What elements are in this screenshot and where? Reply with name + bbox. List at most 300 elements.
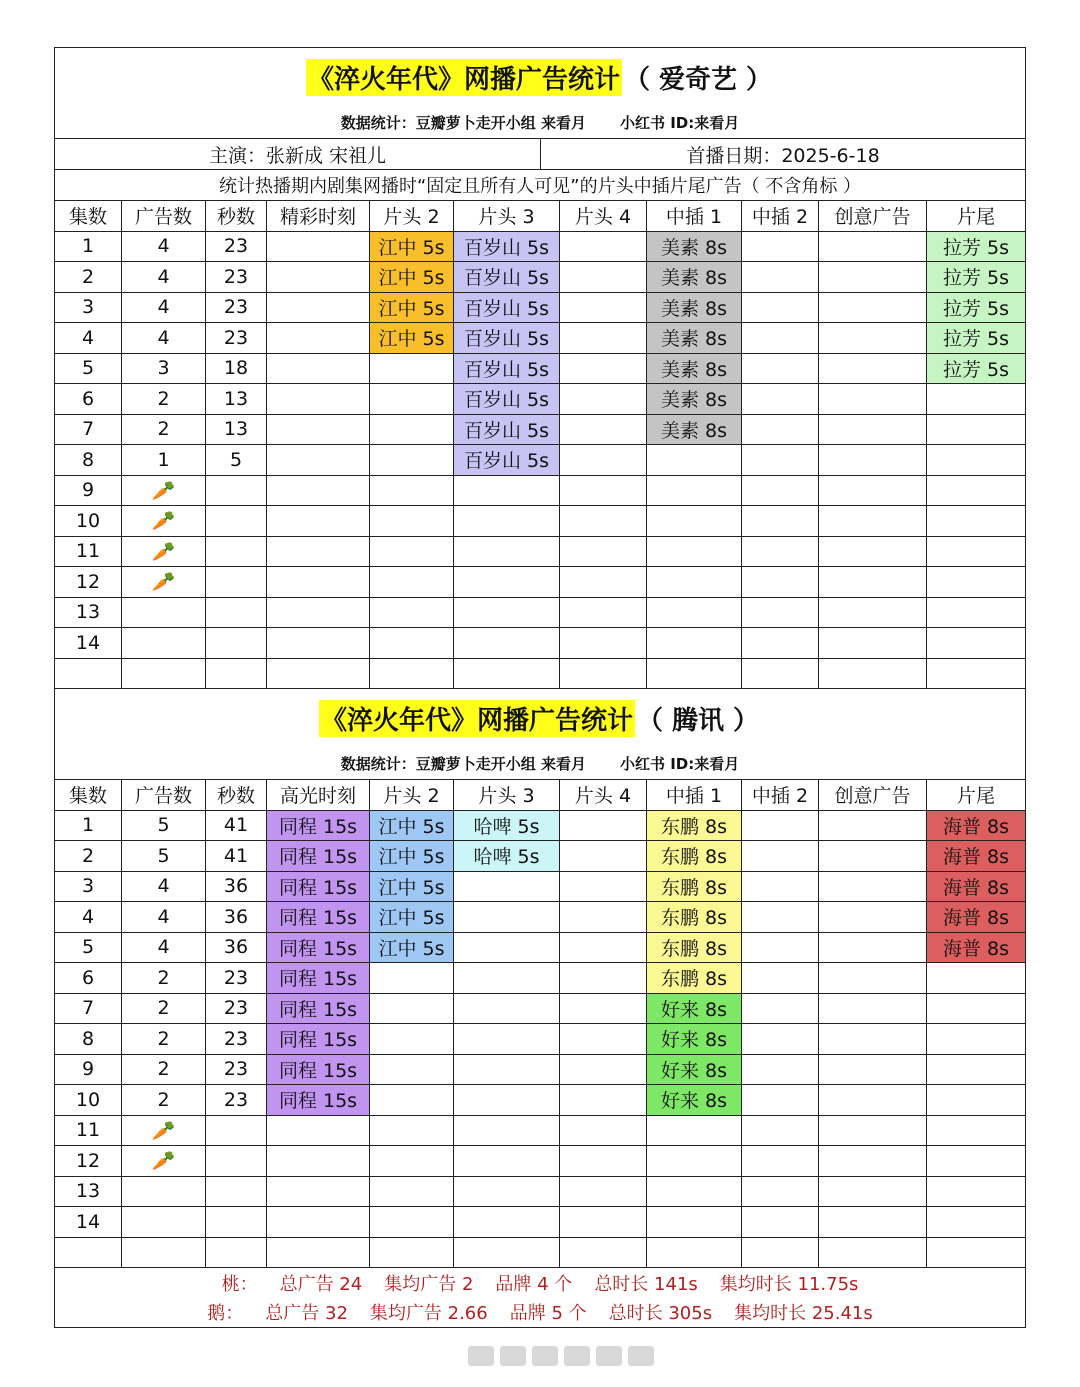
tencent-table-cell — [559, 963, 646, 993]
ad-brand-chip: 拉芳 5s — [927, 262, 1025, 292]
iqiyi-table-cell — [559, 415, 646, 445]
iqiyi-table-cell — [818, 415, 926, 445]
iqiyi-table-cell: 🥕 — [121, 537, 205, 567]
ad-brand-chip: 好来 8s — [647, 1085, 741, 1115]
summary-1-duration: 总时长 141s — [594, 1273, 698, 1295]
tencent-table-cell — [266, 1055, 369, 1085]
tencent-table-cell — [453, 1238, 559, 1268]
ad-brand-chip: 江中 5s — [370, 933, 453, 963]
tencent-header-row — [55, 779, 1025, 810]
tencent-table-cell — [369, 1238, 453, 1268]
iqiyi-table-cell — [926, 476, 1025, 506]
tencent-table-cell: 2 — [121, 963, 205, 993]
tencent-table-cell — [646, 872, 741, 902]
tencent-table-cell — [453, 963, 559, 993]
tencent-table-cell: 41 — [205, 811, 266, 841]
iqiyi-table-cell: 2 — [81, 265, 95, 288]
tencent-table-cell — [369, 1177, 453, 1207]
summary-2-duration: 总时长 305s — [608, 1303, 713, 1324]
cast-cell: 主演：张新成 宋祖儿 — [208, 144, 387, 167]
iqiyi-table-row — [55, 383, 1025, 414]
tencent-table-cell — [741, 1116, 818, 1146]
tencent-table-cell: 23 — [205, 1085, 266, 1115]
iqiyi-table-cell — [205, 628, 266, 658]
tencent-table-row — [55, 840, 1025, 871]
iqiyi-table-cell — [369, 628, 453, 658]
tencent-table-cell — [741, 1177, 818, 1207]
tencent-table — [55, 779, 1025, 1267]
iqiyi-table-cell — [266, 628, 369, 658]
iqiyi-table-cell — [646, 415, 741, 445]
tencent-table-cell — [926, 933, 1025, 963]
ad-brand-chip: 海普 8s — [927, 841, 1025, 871]
tencent-header-cell: 集数 — [68, 785, 107, 808]
tencent-table-cell — [453, 902, 559, 932]
ad-brand-chip: 好来 8s — [647, 994, 741, 1024]
ad-brand-chip: 美素 8s — [647, 262, 741, 292]
iqiyi-table-cell — [266, 476, 369, 506]
tencent-table-cell: 36 — [205, 872, 266, 902]
iqiyi-table-cell — [266, 354, 369, 384]
iqiyi-table-cell — [453, 415, 559, 445]
tencent-table-cell — [369, 1055, 453, 1085]
summary-1-avg-duration: 集均时长 11.75s — [719, 1273, 859, 1295]
iqiyi-header-cell: 创意广告 — [818, 201, 926, 231]
tencent-table-cell — [926, 811, 1025, 841]
ad-brand-chip: 美素 8s — [647, 232, 741, 262]
iqiyi-table-cell — [741, 232, 818, 262]
tencent-table-cell — [741, 1024, 818, 1054]
iqiyi-table-cell — [266, 262, 369, 292]
iqiyi-table-cell: 7 — [81, 418, 95, 441]
tencent-table-cell — [741, 1207, 818, 1237]
tencent-table-cell — [926, 1177, 1025, 1207]
tencent-table-cell — [646, 1116, 741, 1146]
iqiyi-header-cell: 片头 2 — [369, 201, 453, 231]
iqiyi-table-cell: 13 — [205, 384, 266, 414]
tencent-table-cell — [818, 1177, 926, 1207]
iqiyi-table-cell — [818, 628, 926, 658]
ad-brand-chip: 东鹏 8s — [647, 811, 741, 841]
iqiyi-table-cell — [818, 384, 926, 414]
iqiyi-table-cell: 10 — [75, 509, 101, 532]
iqiyi-table-cell — [453, 384, 559, 414]
tencent-table-cell — [818, 811, 926, 841]
tencent-table-cell — [453, 811, 559, 841]
tencent-table-cell — [741, 841, 818, 871]
iqiyi-header-cell: 片头 4 — [559, 201, 646, 231]
ad-brand-chip: 同程 15s — [267, 933, 369, 963]
tencent-table-cell — [559, 902, 646, 932]
tencent-table-cell: 5 — [121, 811, 205, 841]
tencent-table-cell — [55, 1238, 121, 1268]
tencent-table-cell — [926, 1085, 1025, 1115]
ad-brand-chip: 海普 8s — [927, 902, 1025, 932]
ad-brand-chip: 东鹏 8s — [647, 841, 741, 871]
tencent-table-cell: 2 — [81, 844, 95, 867]
ad-brand-chip: 百岁山 5s — [454, 415, 559, 445]
tencent-table-cell — [205, 1116, 266, 1146]
iqiyi-table-cell — [741, 598, 818, 628]
iqiyi-table-cell: 9 — [81, 479, 95, 502]
iqiyi-table-row — [55, 536, 1025, 567]
iqiyi-table-cell — [559, 567, 646, 597]
iqiyi-table-cell — [559, 232, 646, 262]
tencent-table-cell — [926, 1024, 1025, 1054]
iqiyi-table-cell — [926, 323, 1025, 353]
tencent-table-cell — [559, 1085, 646, 1115]
iqiyi-table-cell — [369, 537, 453, 567]
iqiyi-table-cell: 8 — [81, 448, 95, 471]
iqiyi-header-cell: 秒数 — [205, 201, 266, 231]
iqiyi-table-cell — [266, 232, 369, 262]
tencent-table-cell — [559, 841, 646, 871]
tencent-table-cell — [818, 963, 926, 993]
tencent-table-cell — [926, 1238, 1025, 1268]
iqiyi-table-cell — [926, 598, 1025, 628]
tencent-header-cell: 片头 3 — [453, 780, 559, 810]
ad-brand-chip: 江中 5s — [370, 872, 453, 902]
tencent-table-cell — [646, 1177, 741, 1207]
tencent-table-cell — [266, 933, 369, 963]
tencent-table-cell — [646, 1238, 741, 1268]
ad-brand-chip: 江中 5s — [370, 262, 453, 292]
image-indicator — [468, 1346, 654, 1366]
tencent-header-cell: 中插 2 — [741, 780, 818, 810]
iqiyi-table-row — [55, 475, 1025, 506]
tencent-table-cell — [818, 1116, 926, 1146]
iqiyi-table-cell — [559, 293, 646, 323]
ad-brand-chip: 同程 15s — [267, 1055, 369, 1085]
ad-brand-chip: 同程 15s — [267, 811, 369, 841]
tencent-table-cell — [369, 933, 453, 963]
tencent-header-cell: 秒数 — [205, 780, 266, 810]
tencent-table-cell — [741, 1146, 818, 1176]
iqiyi-table-cell — [559, 537, 646, 567]
iqiyi-table-cell: 23 — [205, 262, 266, 292]
iqiyi-table-cell — [646, 232, 741, 262]
iqiyi-table-cell — [646, 384, 741, 414]
tencent-table-cell — [369, 841, 453, 871]
tencent-table-cell — [646, 1055, 741, 1085]
tencent-table-cell — [453, 872, 559, 902]
tencent-table-cell — [369, 1116, 453, 1146]
tencent-table-cell — [818, 994, 926, 1024]
tencent-table-row — [55, 1115, 1025, 1146]
iqiyi-table-cell: 13 — [205, 415, 266, 445]
tencent-table-cell — [741, 1085, 818, 1115]
tencent-table-cell — [741, 1238, 818, 1268]
tencent-table-cell — [741, 933, 818, 963]
iqiyi-table-cell — [926, 537, 1025, 567]
iqiyi-table-row — [55, 658, 1025, 689]
iqiyi-table-row — [55, 414, 1025, 445]
tencent-table-cell — [453, 1085, 559, 1115]
iqiyi-table-row — [55, 597, 1025, 628]
iqiyi-table-cell: 3 — [81, 296, 95, 319]
tencent-table-cell — [559, 994, 646, 1024]
tencent-table-row — [55, 901, 1025, 932]
tencent-table-cell: 23 — [205, 1024, 266, 1054]
tencent-table-cell: 3 — [81, 875, 95, 898]
iqiyi-table-cell: 1 — [121, 445, 205, 475]
ad-brand-chip: 美素 8s — [647, 323, 741, 353]
ad-brand-chip: 海普 8s — [927, 811, 1025, 841]
tencent-table-cell — [818, 1055, 926, 1085]
iqiyi-table-cell — [818, 659, 926, 689]
tencent-title-platform: （ 腾讯 ） — [636, 706, 760, 736]
iqiyi-table-cell — [646, 567, 741, 597]
iqiyi-table-cell — [266, 323, 369, 353]
iqiyi-table-cell — [926, 445, 1025, 475]
iqiyi-table-cell — [559, 323, 646, 353]
iqiyi-table-cell — [369, 415, 453, 445]
iqiyi-table-cell — [559, 659, 646, 689]
iqiyi-table-row — [55, 322, 1025, 353]
iqiyi-table-cell: 4 — [81, 326, 95, 349]
iqiyi-header-cell: 中插 1 — [646, 201, 741, 231]
tencent-table-cell — [741, 1055, 818, 1085]
tencent-table-cell — [266, 994, 369, 1024]
iqiyi-table-cell — [646, 598, 741, 628]
iqiyi-title-platform: （ 爱奇艺 ） — [623, 65, 773, 95]
iqiyi-table-cell — [369, 384, 453, 414]
iqiyi-table-cell — [926, 293, 1025, 323]
ad-brand-chip: 百岁山 5s — [454, 262, 559, 292]
iqiyi-table-cell — [453, 445, 559, 475]
tencent-table-row — [55, 1023, 1025, 1054]
tencent-header-cell: 高光时刻 — [266, 780, 369, 810]
iqiyi-header-cell: 片头 3 — [453, 201, 559, 231]
tencent-header-cell: 创意广告 — [818, 780, 926, 810]
iqiyi-table-cell — [646, 628, 741, 658]
iqiyi-table-cell: 12 — [75, 570, 101, 593]
iqiyi-table-cell — [266, 415, 369, 445]
iqiyi-table-cell — [453, 323, 559, 353]
tencent-table-cell — [818, 872, 926, 902]
tencent-table-cell — [741, 963, 818, 993]
iqiyi-table-cell: 3 — [121, 354, 205, 384]
iqiyi-table-cell — [559, 262, 646, 292]
iqiyi-table-cell — [818, 598, 926, 628]
iqiyi-table-cell — [205, 598, 266, 628]
tencent-table-cell — [369, 872, 453, 902]
iqiyi-table-cell — [266, 537, 369, 567]
tencent-table-cell: 4 — [121, 872, 205, 902]
iqiyi-header-cell: 中插 2 — [741, 201, 818, 231]
iqiyi-table-cell — [453, 293, 559, 323]
tencent-table-cell: 2 — [121, 1024, 205, 1054]
summary-2-label: 鹅： — [207, 1303, 244, 1324]
tencent-table-cell — [369, 994, 453, 1024]
iqiyi-table-cell — [646, 659, 741, 689]
ad-brand-chip: 百岁山 5s — [454, 445, 559, 475]
ad-brand-chip: 海普 8s — [927, 933, 1025, 963]
tencent-table-cell — [926, 872, 1025, 902]
ad-brand-chip: 江中 5s — [370, 293, 453, 323]
iqiyi-credits-group: 数据统计：豆瓣萝卜走开小组 来看月 — [340, 114, 586, 132]
iqiyi-table-cell — [369, 598, 453, 628]
tencent-header-cell: 广告数 — [121, 780, 205, 810]
iqiyi-table-cell — [205, 506, 266, 536]
iqiyi-table-cell: 1 — [81, 235, 95, 258]
iqiyi-table-cell — [818, 445, 926, 475]
iqiyi-table-cell: 🥕 — [121, 567, 205, 597]
tencent-table-cell — [926, 1055, 1025, 1085]
tencent-table-cell — [266, 841, 369, 871]
tencent-table-cell: 36 — [205, 902, 266, 932]
iqiyi-table-cell — [121, 628, 205, 658]
iqiyi-table-row — [55, 292, 1025, 323]
iqiyi-table-cell — [266, 293, 369, 323]
tencent-table-cell — [266, 1207, 369, 1237]
ad-brand-chip: 美素 8s — [647, 415, 741, 445]
iqiyi-table-cell — [741, 659, 818, 689]
ad-brand-chip: 百岁山 5s — [454, 293, 559, 323]
iqiyi-table-cell — [266, 384, 369, 414]
tencent-table-cell — [266, 1238, 369, 1268]
iqiyi-table-cell — [205, 567, 266, 597]
tencent-table-cell — [741, 811, 818, 841]
iqiyi-table-cell — [818, 293, 926, 323]
iqiyi-table-cell — [453, 659, 559, 689]
tencent-table-cell: 23 — [205, 963, 266, 993]
tencent-table-cell — [646, 963, 741, 993]
ad-brand-chip: 百岁山 5s — [454, 232, 559, 262]
tencent-table-cell — [926, 841, 1025, 871]
tencent-table-cell — [818, 1024, 926, 1054]
tencent-table-cell — [453, 1024, 559, 1054]
iqiyi-table-cell — [369, 659, 453, 689]
tencent-header-cell: 中插 1 — [646, 780, 741, 810]
tencent-table-cell — [741, 902, 818, 932]
iqiyi-table-cell — [926, 262, 1025, 292]
ad-brand-chip: 美素 8s — [647, 293, 741, 323]
tencent-table-cell — [369, 1024, 453, 1054]
tencent-table-cell — [559, 1024, 646, 1054]
tencent-table-cell — [266, 811, 369, 841]
tencent-table-cell — [266, 1024, 369, 1054]
iqiyi-table-cell — [453, 628, 559, 658]
tencent-table-cell — [646, 902, 741, 932]
ad-brand-chip: 东鹏 8s — [647, 963, 741, 993]
iqiyi-table-cell: 2 — [121, 415, 205, 445]
iqiyi-table-cell: 4 — [121, 232, 205, 262]
tencent-table-cell — [453, 994, 559, 1024]
tencent-table-cell — [369, 811, 453, 841]
ad-brand-chip: 同程 15s — [267, 963, 369, 993]
iqiyi-table-cell — [926, 384, 1025, 414]
ad-brand-chip: 海普 8s — [927, 872, 1025, 902]
iqiyi-credits — [55, 107, 1025, 138]
summary-1-label: 桃： — [221, 1273, 258, 1295]
tencent-table-row — [55, 993, 1025, 1024]
tencent-table-cell — [741, 872, 818, 902]
tencent-table-cell — [818, 1238, 926, 1268]
ad-brand-chip: 江中 5s — [370, 811, 453, 841]
iqiyi-table-cell — [741, 354, 818, 384]
ad-brand-chip: 拉芳 5s — [927, 354, 1025, 384]
tencent-table-cell — [818, 933, 926, 963]
iqiyi-table-cell — [559, 354, 646, 384]
summary-tencent — [55, 1297, 1025, 1327]
ad-brand-chip: 美素 8s — [647, 354, 741, 384]
tencent-table-cell: 8 — [81, 1027, 95, 1050]
iqiyi-table-cell — [818, 232, 926, 262]
tencent-credits-id: 小红书 ID:来看月 — [619, 755, 740, 773]
iqiyi-table-cell — [926, 567, 1025, 597]
iqiyi-table-row — [55, 505, 1025, 536]
tencent-table-cell — [646, 841, 741, 871]
iqiyi-table-cell — [205, 537, 266, 567]
iqiyi-table-cell — [646, 506, 741, 536]
tencent-table-cell — [559, 872, 646, 902]
tencent-table-cell — [266, 1116, 369, 1146]
tencent-table-cell — [646, 1207, 741, 1237]
summary-2-avg-duration: 集均时长 25.41s — [734, 1303, 873, 1324]
tencent-table-cell — [369, 963, 453, 993]
tencent-table-cell: 7 — [81, 997, 95, 1020]
iqiyi-table-cell — [369, 567, 453, 597]
tencent-table-cell: 13 — [75, 1180, 101, 1203]
tencent-table-cell: 23 — [205, 1055, 266, 1085]
tencent-table-cell — [369, 1207, 453, 1237]
iqiyi-table-cell — [818, 476, 926, 506]
iqiyi-table-row — [55, 353, 1025, 384]
iqiyi-table-cell: 4 — [121, 323, 205, 353]
tencent-table-cell — [559, 811, 646, 841]
iqiyi-table-cell: 11 — [75, 540, 101, 563]
tencent-table-cell — [818, 902, 926, 932]
iqiyi-table-cell — [369, 476, 453, 506]
tencent-credits-group: 数据统计：豆瓣萝卜走开小组 来看月 — [340, 755, 586, 773]
tencent-table-cell — [266, 1177, 369, 1207]
iqiyi-table-cell — [741, 476, 818, 506]
iqiyi-table-cell: 13 — [75, 601, 101, 624]
iqiyi-table-cell — [646, 445, 741, 475]
ad-brand-chip: 东鹏 8s — [647, 902, 741, 932]
tencent-header-cell: 片头 4 — [559, 780, 646, 810]
tencent-table-row — [55, 1084, 1025, 1115]
tencent-table-cell — [646, 811, 741, 841]
tencent-table-cell: 1 — [81, 814, 95, 837]
tencent-table-row — [55, 932, 1025, 963]
ad-brand-chip: 同程 15s — [267, 1024, 369, 1054]
iqiyi-table-cell — [646, 354, 741, 384]
tencent-table-cell — [266, 963, 369, 993]
tencent-table-cell: 6 — [81, 966, 95, 989]
iqiyi-table-cell — [646, 293, 741, 323]
tencent-table-cell — [926, 1116, 1025, 1146]
tencent-table-cell — [926, 963, 1025, 993]
iqiyi-table-row — [55, 627, 1025, 658]
iqiyi-table-cell — [926, 628, 1025, 658]
iqiyi-table-cell — [818, 262, 926, 292]
tencent-table-cell — [369, 1146, 453, 1176]
tencent-table-cell — [559, 1146, 646, 1176]
iqiyi-table-cell — [741, 384, 818, 414]
tencent-credits — [55, 748, 1025, 779]
tencent-table-cell — [646, 1085, 741, 1115]
iqiyi-table-cell — [926, 232, 1025, 262]
iqiyi-table-cell — [646, 262, 741, 292]
iqiyi-credits-id: 小红书 ID:来看月 — [619, 114, 740, 132]
iqiyi-table-cell — [741, 293, 818, 323]
tencent-table-cell — [205, 1146, 266, 1176]
iqiyi-header-cell: 广告数 — [121, 201, 205, 231]
iqiyi-table-cell: 4 — [121, 293, 205, 323]
iqiyi-table-cell — [453, 354, 559, 384]
